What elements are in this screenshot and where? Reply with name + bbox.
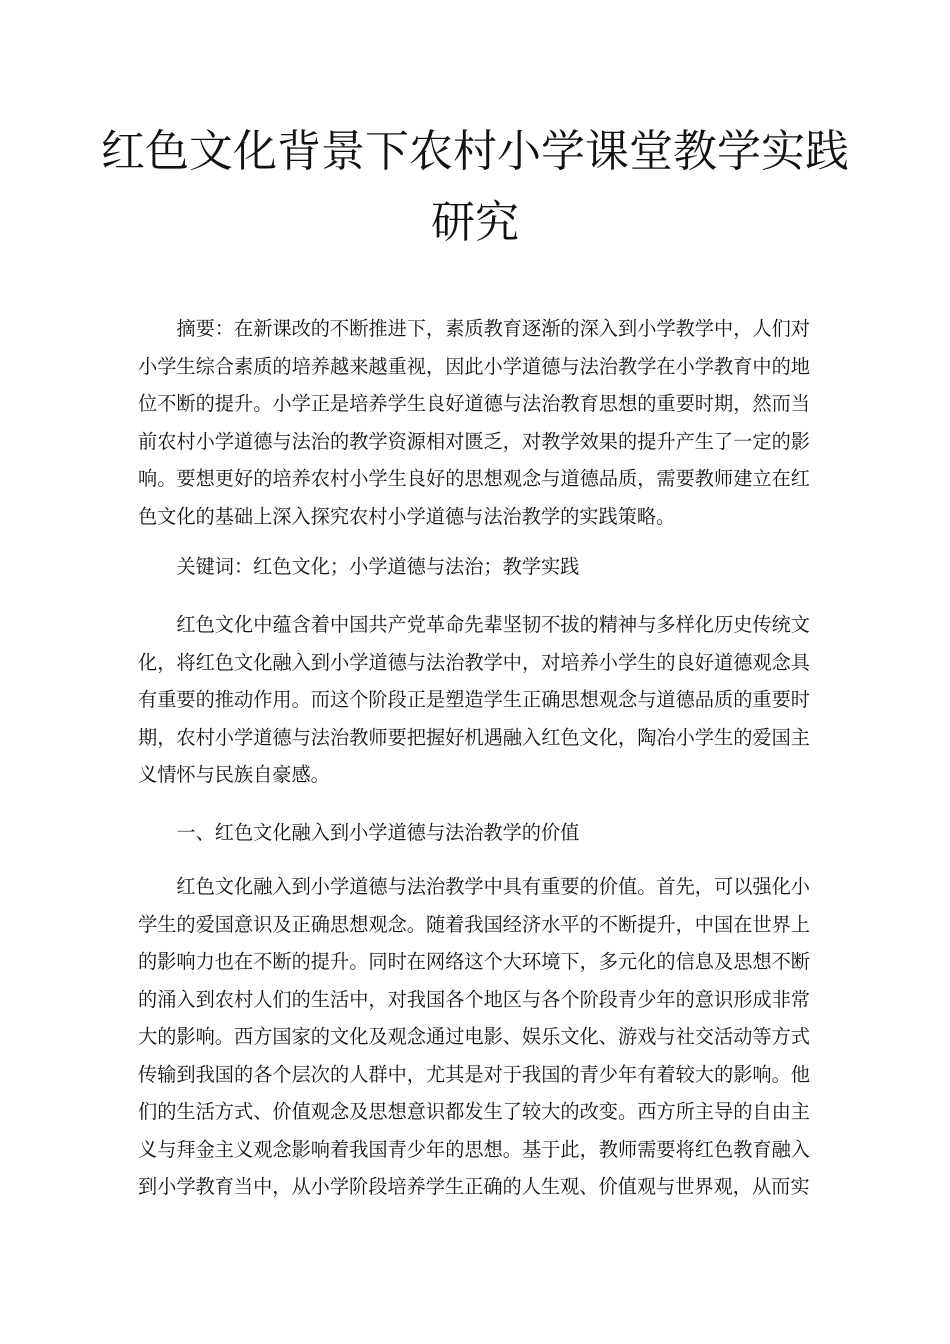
intro-paragraph: 红色文化中蕴含着中国共产党革命先辈坚韧不拔的精神与多样化历史传统文化，将红色文化融入到小学道德与法治教学中，对培养小学生的良好道德观念具有重要的推动作用。而这个阶段正是塑造学生正确思想观念与道德品质的重要时期，农村小学道德与法治教师要把握好机遇融入红色文化，陶冶小学生的爱国主义情怀与民族自豪感。 <box>138 613 810 786</box>
section-body-paragraph: 红色文化融入到小学道德与法治教学中具有重要的价值。首先，可以强化小学生的爱国意识及正确思想观念。随着我国经济水平的不断提升，中国在世界上的影响力也在不断的提升。同时在网络这个大环境下，多元化的信息及思想不断的涌入到农村人们的生活中，对我国各个地区与各个阶段青少年的意识形成非常大的影响。西方国家的文化及观念通过电影、娱乐文化、游戏与社交活动等方式传输到我国的各个层次的人群中，尤其是对于我国的青少年有着较大的影响。他们的生活方式、价值观念及思想意识都发生了较大的改变。西方所主导的自由主义与拜金主义观念影响着我国青少年的思想。基于此，教师需要将红色教育融入到小学教育当中，从小学阶段培养学生正确的人生观、价值观与世界观，从而实 <box>138 875 810 1198</box>
document-title-line-1: 红色文化背景下农村小学课堂教学实践 <box>101 126 849 177</box>
document-title-line-2: 研究 <box>431 197 519 248</box>
section-heading: 一、红色文化融入到小学道德与法治教学的价值 <box>176 821 580 844</box>
abstract-paragraph: 摘要：在新课改的不断推进下，素质教育逐渐的深入到小学教学中，人们对小学生综合素质的培养越来越重视，因此小学道德与法治教学在小学教育中的地位不断的提升。小学正是培养学生良好道德与法治教育思想的重要时期，然而当前农村小学道德与法治的教学资源相对匮乏，对教学效果的提升产生了一定的影响。要想更好的培养农村小学生良好的思想观念与道德品质，需要教师建立在红色文化的基础上深入探究农村小学道德与法治教学的实践策略。 <box>138 317 810 528</box>
keywords-paragraph: 关键词：红色文化；小学道德与法治；教学实践 <box>176 555 580 578</box>
